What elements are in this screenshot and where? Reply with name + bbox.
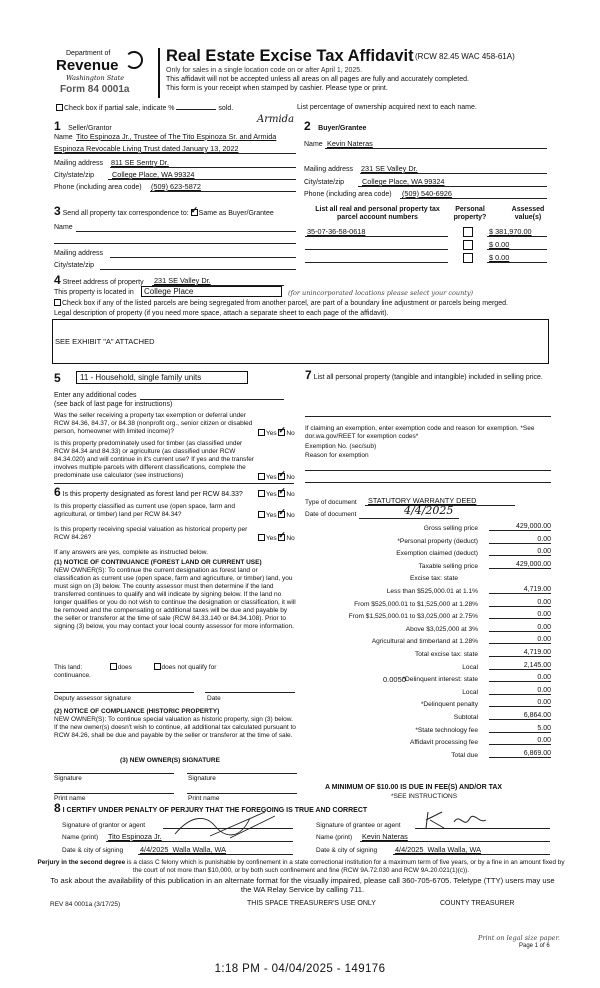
notice1-body: NEW OWNER(S): To continue the current designation as forest land or classification as current use (open space, farm and agriculture, or timber) land, you must sign on (3) below. The county assessor must then determine if the land transferred continues to qualify and will indicate by signing below. If the land no longer qualifies or you do not wish to continue the designation or classification, it will be removed and the compensating or additional taxes will be due and payable by the seller or transferor at the time of sale (RCW 84.33.140 or 84.34.108). Prior to signing (3) below, you may contact your local county assessor for more information. <box>54 567 296 630</box>
sec5-num: 5 <box>54 371 61 385</box>
tax-row-value[interactable]: 4,719.00 <box>489 586 551 594</box>
form-rcw: (RCW 82.45 WAC 458-61A) <box>415 52 515 61</box>
sec6-q2-answer <box>258 511 295 520</box>
ownership-note: List percentage of ownership acquired next to each name. <box>297 104 477 111</box>
notice1-heading: (1) NOTICE OF CONTINUANCE (FOREST LAND OR CURRENT USE) <box>54 559 262 566</box>
rev-number: REV 84 0001a (3/17/25) <box>50 901 121 908</box>
buyer-phone[interactable]: (509) 540-6926 <box>402 189 452 198</box>
exempt-no-label: Exemption No. (sec/sub) <box>305 443 377 450</box>
tax-row <box>313 561 553 573</box>
grantee-signature[interactable] <box>420 808 520 832</box>
buyer-num: 2 <box>304 119 311 133</box>
tax-row-label: Gross selling price <box>423 525 478 532</box>
grantor-signature-drawing <box>170 806 280 846</box>
does-checkbox[interactable] <box>110 663 117 670</box>
dor-logo <box>50 48 162 98</box>
parcels-h3-line1: Assessed <box>511 206 545 213</box>
sec5-q2-yes: Yes <box>266 474 277 481</box>
legal-label: Legal description of property (if you need more space, attach a separate sheet to each page of the affidavit). <box>54 310 389 317</box>
partial-sale-label: Check box if partial sale, indicate % <box>64 105 175 112</box>
located-label: This property is located in <box>54 289 134 296</box>
does-not-checkbox[interactable] <box>154 663 161 670</box>
assessed-value-2[interactable]: $ 0.00 <box>489 240 510 249</box>
legal-size-note: Print on legal size paper. <box>478 934 560 942</box>
header-sub3: This form is your receipt when stamped by cashier. Please type or print. <box>166 85 388 92</box>
codes-note: (see back of last page for instructions) <box>54 401 173 408</box>
buyer-city[interactable]: College Place, WA 99324 <box>362 177 445 186</box>
perjury-notice <box>36 859 566 874</box>
tax-row <box>313 674 553 686</box>
see-instructions: *SEE INSTRUCTIONS <box>391 793 458 800</box>
tax-row <box>313 737 553 749</box>
notice3-heading: (3) NEW OWNER(S) SIGNATURE <box>120 757 220 764</box>
doc-type[interactable]: STATUTORY WARRANTY DEED <box>368 496 477 505</box>
tax-row-value[interactable]: 429,000.00 <box>489 561 551 569</box>
sec7-text: List all personal property (tangible and intangible) included in selling price. <box>313 374 543 381</box>
tax-row-label: Local <box>462 663 478 671</box>
continuance-label: continuance. <box>54 672 91 679</box>
form-number: Form 84 0001a <box>60 84 130 95</box>
sec5-q1-no-box[interactable] <box>278 429 285 436</box>
sec5-q1-yes: Yes <box>266 430 277 437</box>
tax-row-label: Less than $525,000.01 at 1.1% <box>386 588 478 595</box>
seller-city[interactable]: College Place, WA 99324 <box>112 170 195 179</box>
certify-text: I CERTIFY UNDER PENALTY OF PERJURY THAT THE FOREGOING IS TRUE AND CORRECT <box>62 807 368 814</box>
header-sub2: This affidavit will not be accepted unless all areas on all pages are fully and accurately completed. <box>166 76 469 83</box>
sec6-q1-yes-box[interactable] <box>258 490 265 497</box>
legal-description-box[interactable] <box>52 319 549 364</box>
sec6-q1-row <box>54 485 243 499</box>
buyer-heading-row <box>304 117 366 135</box>
tax-row-label: *Personal property (deduct) <box>397 537 478 545</box>
sec5-q2-no-box[interactable] <box>278 473 285 480</box>
sec5-q1-no: No <box>286 430 295 437</box>
parcels-h1 <box>310 206 445 223</box>
tax-row-value[interactable]: 0.00 <box>489 687 551 695</box>
new-owner-signature-2: Signature <box>188 775 216 782</box>
tax-row-label: *State technology fee <box>415 726 478 734</box>
tax-row <box>313 611 553 623</box>
does-not-label: does not qualify for <box>161 664 217 671</box>
tax-row-value[interactable]: 0.00 <box>489 548 551 556</box>
new-owner-print-2: Print name <box>188 795 220 802</box>
sec6-ifany: If any answers are yes, complete as instructed below. <box>54 549 208 556</box>
parcels-h3 <box>503 206 553 223</box>
tax-row-value[interactable]: 0.00 <box>489 599 551 607</box>
tax-row-value[interactable]: 5.00 <box>489 725 551 733</box>
tax-row <box>313 586 553 598</box>
tax-row-label: From $525,000.01 to $1,525,000 at 1.28% <box>354 600 478 608</box>
reason-label: Reason for exemption <box>305 452 369 459</box>
sec3-num: 3 <box>54 204 61 218</box>
sec6-q2-no-box[interactable] <box>278 511 285 518</box>
logo-mark-icon <box>125 51 143 69</box>
parcels-h2-line1: Personal <box>455 206 485 213</box>
tax-row <box>313 523 553 535</box>
located-field[interactable]: College Place <box>141 286 282 297</box>
doc-date-label: Date of document <box>305 511 357 518</box>
sec6-q3-no-box[interactable] <box>278 534 285 541</box>
minimum-due: A MINIMUM OF $10.00 IS DUE IN FEE(S) AND/OR TAX <box>325 784 503 791</box>
tax-row-label: Taxable selling price <box>418 562 478 570</box>
does-label: does <box>117 664 132 671</box>
tax-row-label: Total due <box>451 751 478 759</box>
same-as-buyer-label: Same as Buyer/Grantee <box>198 210 274 217</box>
dept-line3: Washington State <box>66 74 125 82</box>
notice2-body: NEW OWNER(S): To continue special valuation as historic property, sign (3) below. If the new owner(s) doesn't wish to continue, all additional tax calculated pursuant to RCW 84.26, shall be due and payable by the seller or transferor at the time of sale. <box>54 716 296 739</box>
sec6-q2-yes-box[interactable] <box>258 511 265 518</box>
tax-row-value[interactable]: 6,869.00 <box>489 750 551 758</box>
tax-row-label: Agricultural and timberland at 1.28% <box>371 638 478 646</box>
sec5-q2-no: No <box>286 474 295 481</box>
new-owner-signature-1: Signature <box>54 775 82 782</box>
codes-label: Enter any additional codes <box>54 392 137 399</box>
sec5-q1: Was the seller receiving a property tax exemption or deferral under RCW 84.36, 84.37, or 84.38 (nonprofit org., senior citizen or disabled person, homeowner with limited income)? <box>54 412 253 435</box>
seller-mail[interactable]: 811 SE Sentry Dr. <box>111 158 169 167</box>
seller-name-line1[interactable]: Tito Espinoza Jr., Trustee of The Tito Espinoza Sr. and Armida <box>76 132 277 141</box>
partial-sale-checkbox[interactable] <box>56 104 63 111</box>
doc-type-label: Type of document <box>305 499 357 506</box>
sec6-q1: Is this property designated as forest land per RCW 84.33? <box>62 491 243 498</box>
segregated-row <box>54 299 508 308</box>
street-row <box>54 273 144 287</box>
same-as-buyer-checkbox[interactable] <box>191 209 198 216</box>
street-address[interactable]: 231 SE Valley Dr. <box>154 276 211 285</box>
grantor-sig-label: Signature of grantor or agent <box>62 822 146 829</box>
seller-phone-label: Phone (including area code) <box>54 184 142 191</box>
land-use-field[interactable]: 11 - Household, single family units <box>76 371 248 384</box>
sec6-num: 6 <box>54 485 61 499</box>
sec6-q3-yes: Yes <box>266 535 277 542</box>
grantee-signature-drawing <box>420 808 520 832</box>
sec7-num: 7 <box>305 368 312 382</box>
sec5-q2: Is this property predominately used for timber (as classified under RCW 84.34 and 84.33) or agriculture (as classified under RCW 84.34.020) and will continue in it's current use? If yes and the transfer involves multiple parcels with different classifications, complete the predominate use calculator (see instructions) <box>54 440 254 479</box>
deputy-date-label: Date <box>207 695 221 702</box>
tax-row-label: Excise tax: state <box>409 575 458 583</box>
parcels-h2-line2: property? <box>453 214 487 222</box>
sec6-q3-yes-box[interactable] <box>258 534 265 541</box>
buyer-name-label: Name <box>304 141 323 148</box>
tax-row <box>313 750 553 762</box>
parcels-h2 <box>450 206 490 223</box>
tax-row-label: *Delinquent interest: state <box>402 676 478 684</box>
sec6-q2: Is this property classified as current use (open space, farm and agricultural, or timber) land per RCW 84.34? <box>54 503 236 518</box>
tax-row-value[interactable]: 0.00 <box>489 636 551 644</box>
seller-mail-label: Mailing address <box>54 160 104 167</box>
exempt-text: If claiming an exemption, enter exemption code and reason for exemption. *See dor.wa.gov/REET for exemption codes* <box>305 425 535 440</box>
header-divider <box>158 48 160 98</box>
seller-name-line2[interactable]: Espinoza Revocable Living Trust dated January 13, 2022 <box>54 144 239 153</box>
tax-row <box>313 599 553 611</box>
seller-phone[interactable]: (509) 623-5872 <box>151 182 201 191</box>
seller-city-label: City/state/zip <box>54 172 95 179</box>
grantor-name-label: Name (print) <box>62 834 99 841</box>
recording-stamp: 1:18 PM - 04/04/2025 - 149176 <box>214 963 386 975</box>
tax-row-label: Total excise tax: state <box>414 651 478 658</box>
grantor-name[interactable]: Tito Espinoza Jr. <box>108 832 162 841</box>
doc-date[interactable]: 4/4/2025 <box>404 504 454 517</box>
tax-row <box>313 573 553 585</box>
seller-handwritten-name: Armida <box>257 114 295 125</box>
sec5-q1-yes-box[interactable] <box>258 429 265 436</box>
sec3-text: Send all property tax correspondence to: <box>62 210 189 217</box>
seller-heading: Seller/Grantor <box>68 125 112 132</box>
tax-row-value[interactable]: 0.00 <box>489 624 551 632</box>
sec6-q1-no: No <box>286 491 295 498</box>
sec7-row <box>305 368 552 382</box>
sec6-q1-yes: Yes <box>266 491 277 498</box>
county-treasurer: COUNTY TREASURER <box>440 900 515 907</box>
deputy-label: Deputy assessor signature <box>54 695 131 702</box>
sec6-q3-no: No <box>286 535 295 542</box>
parcel-number-1[interactable]: 35-07-36-58-0618 <box>307 227 366 236</box>
tax-row <box>313 687 553 699</box>
segregated-label: Check box if any of the listed parcels are being segregated from another parcel, are part of a boundary line adjustment or parcels being merged. <box>62 300 508 307</box>
tax-row-label: *Delinquent penalty <box>420 701 478 709</box>
dept-line2: Revenue <box>56 57 119 74</box>
grantee-date-label: Date & city of signing <box>316 847 378 854</box>
parcels-h3-line2: value(s) <box>514 214 542 222</box>
grantor-signature[interactable] <box>170 806 280 846</box>
tax-row-label: Subtotal <box>453 714 478 721</box>
sec5-q2-yes-box[interactable] <box>258 473 265 480</box>
buyer-name[interactable]: Kevin Nateras <box>327 139 373 148</box>
tax-row-label: Local <box>462 688 478 696</box>
sec5-q1-answer <box>258 429 295 438</box>
assessed-value-1[interactable]: $ 381,970.00 <box>489 227 532 236</box>
correspondence-row <box>54 204 274 218</box>
tax-row <box>313 624 553 636</box>
header-sub1: Only for sales in a single location code on or after April 1, 2025. <box>166 67 363 74</box>
sec6-q1-no-box[interactable] <box>278 490 285 497</box>
this-land-label: This land: <box>54 664 83 671</box>
sec8-num: 8 <box>54 801 61 815</box>
tax-row-label: Exemption claimed (deduct) <box>396 550 478 558</box>
sec6-q2-yes: Yes <box>266 512 277 519</box>
sold-label: sold. <box>218 105 234 112</box>
sec6-q2-no: No <box>286 512 295 519</box>
buyer-phone-label: Phone (including area code) <box>304 191 392 198</box>
sec3-name-label: Name <box>54 224 73 231</box>
tax-row-value[interactable]: 6,864.00 <box>489 712 551 720</box>
unincorp-note: (for unincorporated locations please select your county) <box>288 289 474 297</box>
new-owner-print-1: Print name <box>54 795 86 802</box>
parcels-h1-line1: List all real and personal property tax <box>315 206 440 213</box>
sec6-q3-answer <box>258 534 295 543</box>
notice2-heading: (2) NOTICE OF COMPLIANCE (HISTORIC PROPERTY) <box>54 708 220 715</box>
treasurer-space: THIS SPACE TREASURER'S USE ONLY <box>247 900 376 907</box>
buyer-mail[interactable]: 231 SE Valley Dr. <box>361 164 418 173</box>
grantee-sig-label: Signature of grantee or agent <box>316 822 401 829</box>
page-number: Page 1 of 6 <box>519 943 550 949</box>
buyer-heading: Buyer/Grantee <box>318 125 367 132</box>
personal-property-checkbox-2[interactable] <box>463 240 473 250</box>
tax-row-value[interactable]: 2,145.00 <box>489 662 551 670</box>
buyer-city-label: City/state/zip <box>304 179 345 186</box>
tax-row-value[interactable]: 429,000.00 <box>489 523 551 531</box>
tax-row <box>313 548 553 560</box>
legal-description: SEE EXHIBIT "A" ATTACHED <box>55 337 155 346</box>
assessed-value-3[interactable]: $ 0.00 <box>489 253 510 262</box>
tax-row <box>313 699 553 711</box>
grantee-name[interactable]: Kevin Nateras <box>362 832 408 841</box>
this-land-row <box>54 663 216 672</box>
street-label: Street address of property <box>62 279 144 286</box>
sec6-q3: Is this property receiving special valuation as historical property per RCW 84.26? <box>54 526 248 541</box>
sec4-num: 4 <box>54 273 61 287</box>
tax-row-value[interactable]: 0.00 <box>489 699 551 707</box>
form-title: Real Estate Excise Tax Affidavit <box>166 47 414 65</box>
grantor-date-city[interactable]: 4/4/2025 Walla Walla, WA <box>140 845 226 854</box>
tax-row-value[interactable]: 0.00 <box>489 737 551 745</box>
sec3-city-label: City/state/zip <box>54 262 95 269</box>
tax-row <box>313 712 553 724</box>
parcels-h1-line2: parcel account numbers <box>337 214 418 222</box>
local-rate: 0.0050 <box>383 675 406 684</box>
tax-row <box>313 649 553 661</box>
tax-row <box>313 725 553 737</box>
personal-property-checkbox-1[interactable] <box>463 227 473 237</box>
partial-sale-row <box>56 104 233 113</box>
tax-row <box>313 662 553 674</box>
buyer-mail-label: Mailing address <box>304 166 354 173</box>
tax-row-value[interactable]: 4,719.00 <box>489 649 551 657</box>
tax-row-value[interactable]: 0.00 <box>489 536 551 544</box>
tax-row <box>313 536 553 548</box>
perjury-text: is a class C felony which is punishable by confinement in a state correctional institution for a maximum term of five years, or by a fine in an amount fixed by the court of not more than $10,000, or by both such confinement and fine (RCW 9A.72.030 and RCW 9A.20.021(1)(c)). <box>125 859 565 874</box>
tax-row <box>313 636 553 648</box>
sec3-mail-label: Mailing address <box>54 250 104 257</box>
grantor-date-label: Date & city of signing <box>62 847 124 854</box>
alt-format-notice: To ask about the availability of this publication in an alternate format for the visually impaired, please call 360-705-6705. Teletype (TTY) users may use the WA Relay Service by calling 711. <box>50 876 555 894</box>
sec5-q2-answer <box>258 473 295 482</box>
seller-name-label: Name <box>54 134 73 141</box>
dept-line1: Department of <box>66 50 111 57</box>
perjury-bold: Perjury in the second degree <box>37 859 126 866</box>
sec6-q1-answer <box>258 490 295 499</box>
tax-row-label: Above $3,025,000 at 3% <box>405 625 478 633</box>
grantee-name-label: Name (print) <box>316 834 353 841</box>
segregated-checkbox[interactable] <box>54 299 61 306</box>
tax-row-value[interactable]: 0.00 <box>489 674 551 682</box>
tax-row-label: Affidavit processing fee <box>409 739 478 747</box>
personal-property-checkbox-3[interactable] <box>463 253 473 263</box>
tax-row-label: From $1,525,000.01 to $3,025,000 at 2.75% <box>348 613 478 621</box>
grantee-date-city[interactable]: 4/4/2025 Walla Walla, WA <box>395 845 481 854</box>
tax-row-value[interactable]: 0.00 <box>489 611 551 619</box>
seller-num: 1 <box>54 119 61 133</box>
